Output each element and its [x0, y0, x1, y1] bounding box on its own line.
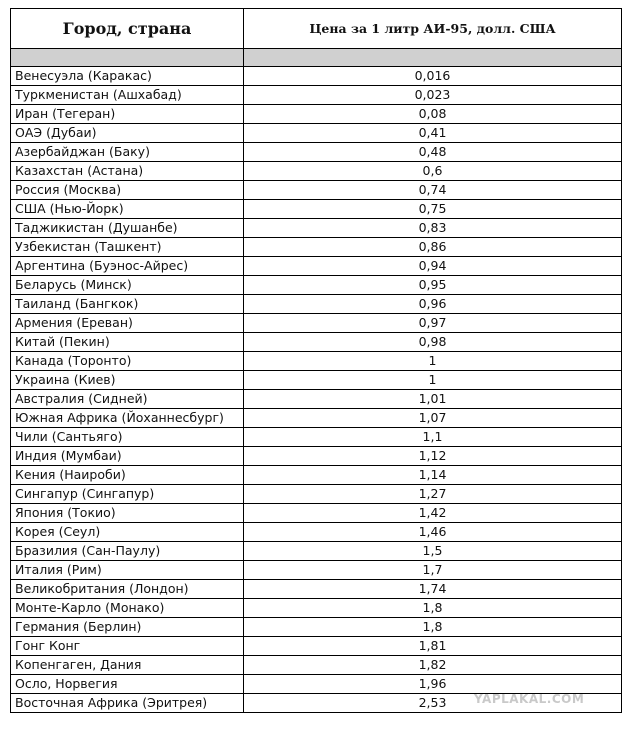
table-row	[11, 637, 622, 656]
table-row	[11, 371, 622, 390]
table-row	[11, 504, 622, 523]
price-cell: 0,94	[244, 257, 622, 276]
header-row	[11, 9, 622, 49]
place-cell: Иран (Тегеран)	[11, 105, 244, 124]
price-table	[10, 8, 622, 713]
table-row	[11, 162, 622, 181]
price-cell: 1,7	[244, 561, 622, 580]
price-cell: 0,6	[244, 162, 622, 181]
price-cell: 1,96	[244, 675, 622, 694]
table-row	[11, 466, 622, 485]
price-cell: 1,42	[244, 504, 622, 523]
price-cell: 0,97	[244, 314, 622, 333]
table-row	[11, 238, 622, 257]
price-cell: 2,53	[244, 694, 622, 713]
table-row	[11, 105, 622, 124]
price-cell: 1,82	[244, 656, 622, 675]
place-cell: Италия (Рим)	[11, 561, 244, 580]
table-row	[11, 181, 622, 200]
price-cell: 0,016	[244, 67, 622, 86]
price-cell: 0,023	[244, 86, 622, 105]
price-cell: 1,12	[244, 447, 622, 466]
place-cell: США (Нью-Йорк)	[11, 200, 244, 219]
table-row	[11, 143, 622, 162]
place-cell: Россия (Москва)	[11, 181, 244, 200]
table-row	[11, 409, 622, 428]
place-cell: ОАЭ (Дубаи)	[11, 124, 244, 143]
price-cell: 0,08	[244, 105, 622, 124]
price-cell: 1,07	[244, 409, 622, 428]
header-city-country: Город, страна	[11, 9, 244, 49]
table-row	[11, 599, 622, 618]
place-cell: Украина (Киев)	[11, 371, 244, 390]
place-cell: Таджикистан (Душанбе)	[11, 219, 244, 238]
price-cell: 1,46	[244, 523, 622, 542]
price-cell: 0,98	[244, 333, 622, 352]
table-row	[11, 276, 622, 295]
price-cell: 1,27	[244, 485, 622, 504]
price-cell: 0,83	[244, 219, 622, 238]
place-cell: Китай (Пекин)	[11, 333, 244, 352]
place-cell: Восточная Африка (Эритрея)	[11, 694, 244, 713]
place-cell: Узбекистан (Ташкент)	[11, 238, 244, 257]
place-cell: Австралия (Сидней)	[11, 390, 244, 409]
place-cell: Казахстан (Астана)	[11, 162, 244, 181]
table-row	[11, 314, 622, 333]
place-cell: Аргентина (Буэнос-Айрес)	[11, 257, 244, 276]
place-cell: Таиланд (Бангкок)	[11, 295, 244, 314]
header-price: Цена за 1 литр АИ-95, долл. США	[244, 9, 622, 49]
table-row	[11, 333, 622, 352]
place-cell: Великобритания (Лондон)	[11, 580, 244, 599]
place-cell: Сингапур (Сингапур)	[11, 485, 244, 504]
price-cell: 1,5	[244, 542, 622, 561]
price-cell: 1,8	[244, 618, 622, 637]
place-cell: Япония (Токио)	[11, 504, 244, 523]
table-row	[11, 618, 622, 637]
table-row	[11, 485, 622, 504]
price-cell: 0,95	[244, 276, 622, 295]
table-row	[11, 447, 622, 466]
place-cell: Чили (Сантьяго)	[11, 428, 244, 447]
table-row	[11, 675, 622, 694]
price-cell: 1,81	[244, 637, 622, 656]
table-row	[11, 523, 622, 542]
table-row	[11, 352, 622, 371]
table-row	[11, 257, 622, 276]
price-cell: 1	[244, 352, 622, 371]
table-row	[11, 67, 622, 86]
place-cell: Копенгаген, Дания	[11, 656, 244, 675]
table-row	[11, 580, 622, 599]
place-cell: Туркменистан (Ашхабад)	[11, 86, 244, 105]
place-cell: Беларусь (Минск)	[11, 276, 244, 295]
place-cell: Гонг Конг	[11, 637, 244, 656]
table-row	[11, 542, 622, 561]
place-cell: Бразилия (Сан-Паулу)	[11, 542, 244, 561]
table-row	[11, 86, 622, 105]
table-row	[11, 200, 622, 219]
place-cell: Венесуэла (Каракас)	[11, 67, 244, 86]
price-cell: 1,1	[244, 428, 622, 447]
table-row	[11, 390, 622, 409]
price-cell: 1,74	[244, 580, 622, 599]
table-row	[11, 428, 622, 447]
place-cell: Монте-Карло (Монако)	[11, 599, 244, 618]
table-row	[11, 124, 622, 143]
place-cell: Индия (Мумбаи)	[11, 447, 244, 466]
table-row	[11, 656, 622, 675]
place-cell: Армения (Ереван)	[11, 314, 244, 333]
price-cell: 0,41	[244, 124, 622, 143]
watermark: YAPLAKAL.COM	[474, 692, 585, 706]
table-row	[11, 295, 622, 314]
place-cell: Корея (Сеул)	[11, 523, 244, 542]
price-cell: 1,01	[244, 390, 622, 409]
header-separator-band	[11, 49, 622, 67]
place-cell: Азербайджан (Баку)	[11, 143, 244, 162]
table-row	[11, 219, 622, 238]
price-cell: 0,75	[244, 200, 622, 219]
place-cell: Германия (Берлин)	[11, 618, 244, 637]
price-cell: 0,96	[244, 295, 622, 314]
place-cell: Канада (Торонто)	[11, 352, 244, 371]
price-cell: 1,8	[244, 599, 622, 618]
place-cell: Южная Африка (Йоханнесбург)	[11, 409, 244, 428]
place-cell: Кения (Наироби)	[11, 466, 244, 485]
price-cell: 1,14	[244, 466, 622, 485]
price-cell: 1	[244, 371, 622, 390]
place-cell: Осло, Норвегия	[11, 675, 244, 694]
price-cell: 0,48	[244, 143, 622, 162]
table-row	[11, 561, 622, 580]
price-cell: 0,74	[244, 181, 622, 200]
price-cell: 0,86	[244, 238, 622, 257]
